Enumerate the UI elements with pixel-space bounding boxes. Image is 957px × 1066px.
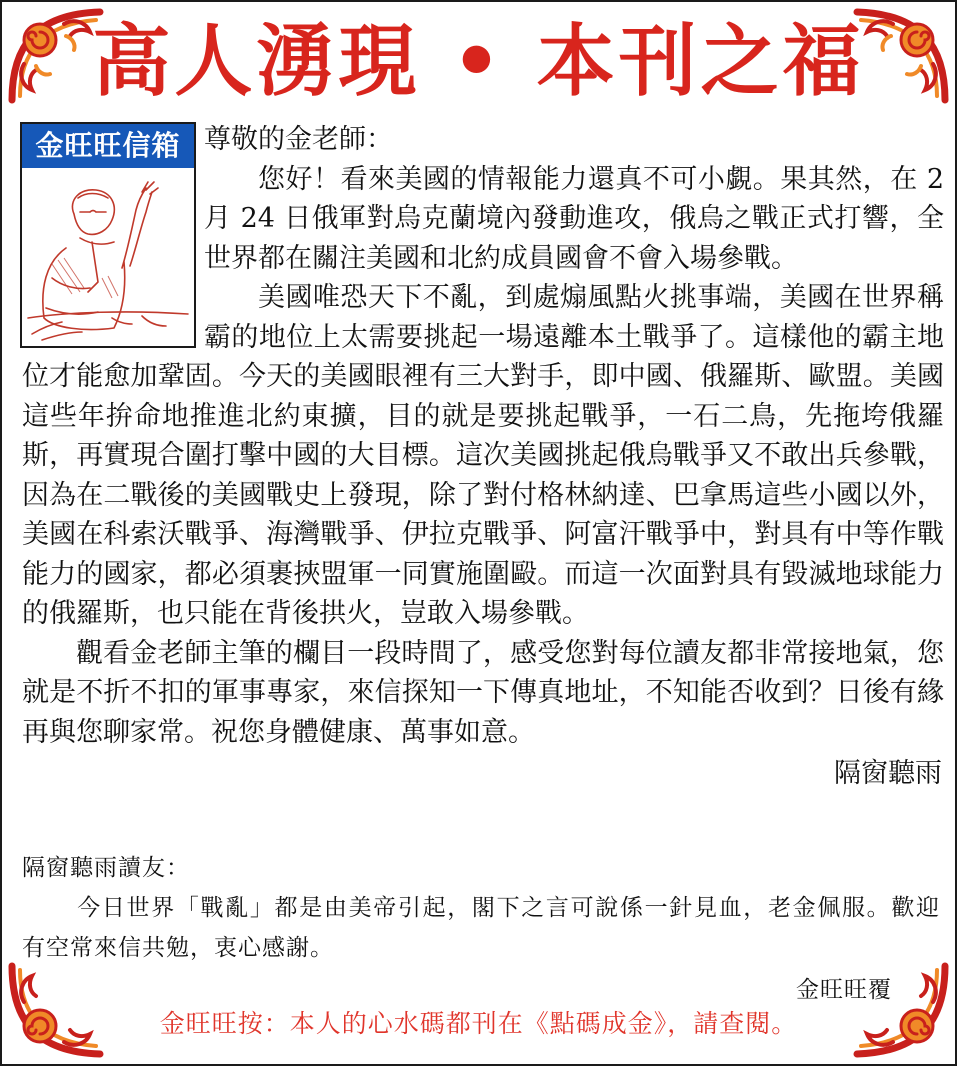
reply-paragraph: 今日世界「戰亂」都是由美帝引起，閣下之言可說係一針見血，老金佩服。歡迎有空常來信共勉，衷心感謝。 [22,895,940,961]
letter-signature: 隔窗聽雨 [834,758,942,789]
letter-paragraph: 您好！看來美國的情報能力還真不可小覷。果其然，在 2 月 24 日俄軍對烏克蘭境內發動進攻，俄烏之戰正式打響，全世界都在關注美國和北約成員國會不會入場參戰。 [204,163,944,274]
letter-paragraph: 美國唯恐天下不亂，到處煽風點火挑事端，美國在世界稱霸的地位上太需要挑起一場遠離本土戰爭了。這樣他的霸主地位才能愈加鞏固。今天的美國眼裡有三大對手，即中國、俄羅斯、歐盟。美國這些年拚命地推進北約東擴，目的就是要挑起戰爭，一石二鳥，先拖垮俄羅斯，再實現合圍打擊中國的大目標。這次美國挑起俄烏戰爭又不敢出兵參戰，因為在二戰後的美國戰史上發現，除了對付格林納達、巴拿馬這些小國以外，美國在科索沃戰爭、海灣戰爭、伊拉克戰爭、阿富汗戰爭中，對具有中等作戰能力的國家，都必須裹挾盟軍一同實施圍毆。而這一次面對具有毀滅地球能力的俄羅斯，也只能在背後拱火，豈敢入場參戰。 [22,282,944,629]
logo-spacer [22,120,204,356]
reply-salutation: 隔窗聽雨讀友： [22,855,190,881]
reader-letter [22,120,944,794]
letter-paragraph: 觀看金老師主筆的欄目一段時間了，感受您對每位讀友都非常接地氣，您就是不折不扣的軍事專家，來信探知一下傳真地址，不知能否收到？日後有緣再與您聊家常。祝您身體健康、萬事如意。 [22,637,944,748]
editor-reply [22,848,940,1010]
page-title: 高人湧現 • 本刊之福 [92,16,865,107]
reply-signature: 金旺旺覆 [796,977,892,1003]
letter-salutation: 尊敬的金老師： [204,124,393,155]
footer-note: 金旺旺按：本人的心水碼都刊在《點碼成金》，請查閱。 [159,1009,798,1038]
column-label: 金旺旺信箱 [22,124,194,168]
